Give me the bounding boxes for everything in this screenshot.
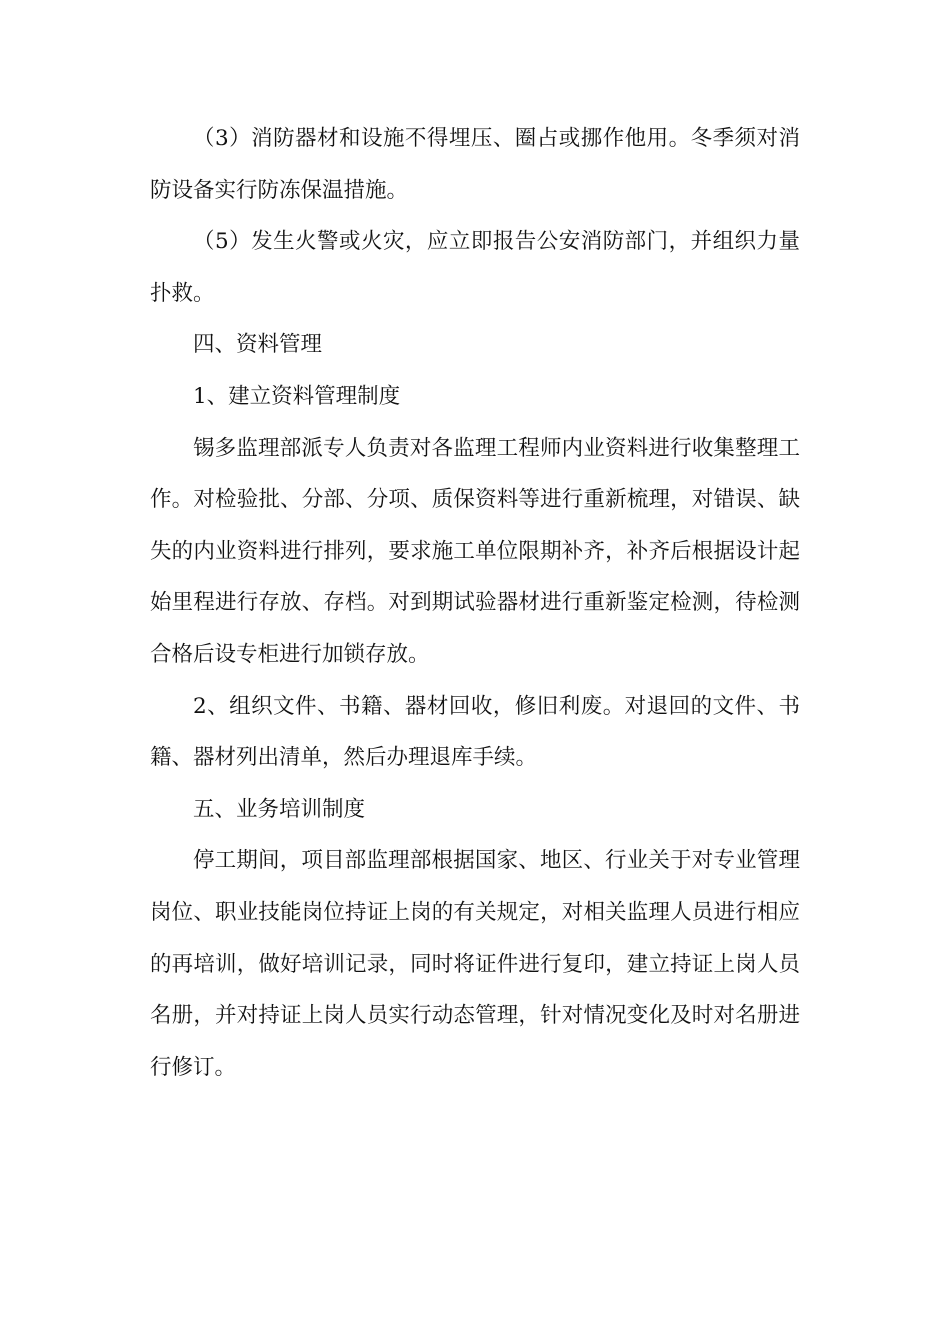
subheading-records-system: 1、建立资料管理制度 (193, 383, 401, 409)
paragraph-records-collection: 锡多监理部派专人负责对各监理工程师内业资料进行收集整理工作。对检验批、分部、分项、质保资料等进行重新梳理，对错误、缺失的内业资料进行排列，要求施工单位限期补齐，补齐后根据设计起始里程进行存放、存档。对到期试验器材进行重新鉴定检测，待检测合格后设专柜进行加锁存放。 (150, 435, 800, 667)
section-heading-training: 五、业务培训制度 (193, 796, 366, 822)
section-heading-records: 四、资料管理 (193, 332, 323, 358)
paragraph-fire-equipment: （3）消防器材和设施不得埋压、圈占或挪作他用。冬季须对消防设备实行防冻保温措施。 (150, 126, 800, 203)
paragraph-recycling: 2、组织文件、书籍、器材回收，修旧利废。对退回的文件、书籍、器材列出清单，然后办理退库手续。 (150, 693, 800, 771)
paragraph-fire-report: （5）发生火警或火灾，应立即报告公安消防部门，并组织力量扑救。 (150, 229, 800, 306)
document-page (150, 113, 800, 1093)
paragraph-training: 停工期间，项目部监理部根据国家、地区、行业关于对专业管理岗位、职业技能岗位持证上岗的有关规定，对相关监理人员进行相应的再培训，做好培训记录，同时将证件进行复印，建立持证上岗人员名册，并对持证上岗人员实行动态管理，针对情况变化及时对名册进行修订。 (150, 848, 800, 1080)
